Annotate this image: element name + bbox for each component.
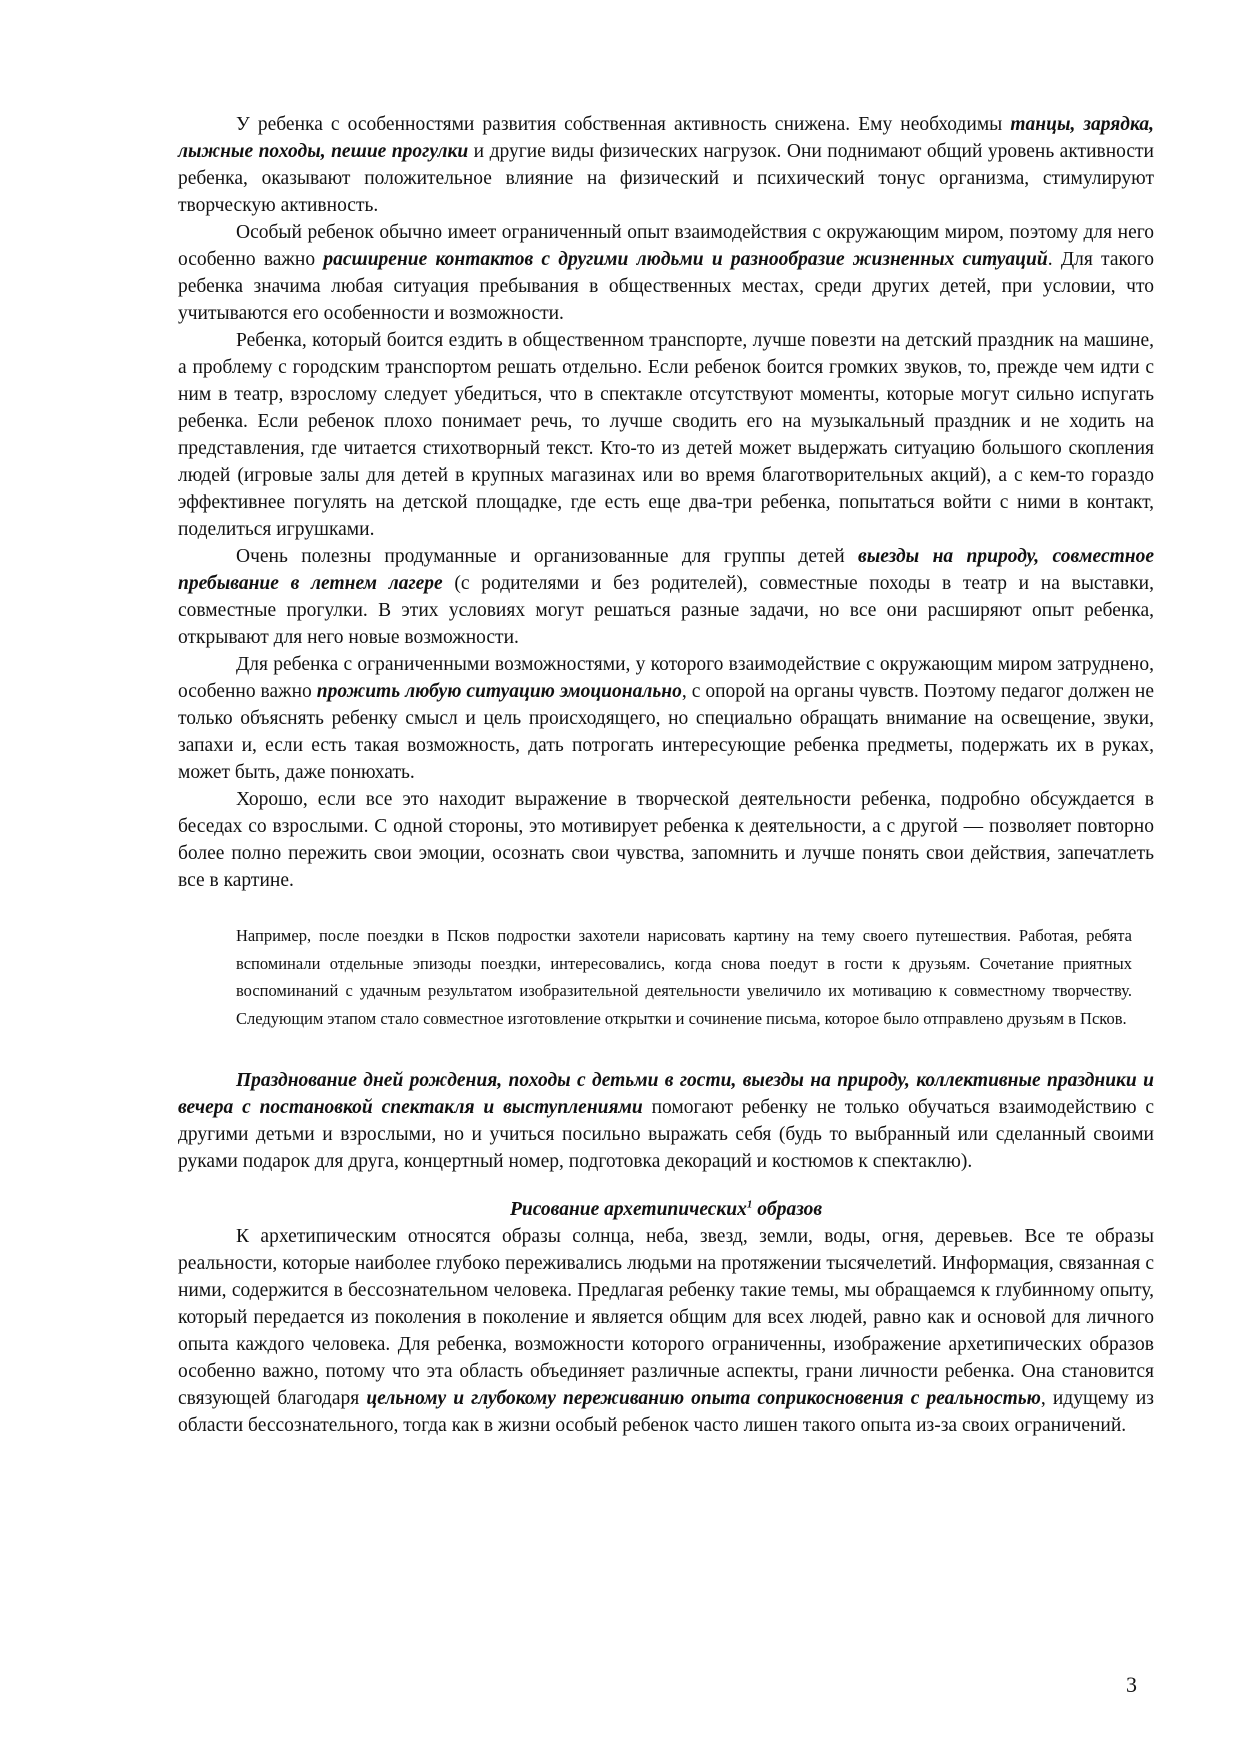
example-note-text: Например, после поездки в Псков подростки захотели нарисовать картину на тему своего путешествия. Работая, ребята вспоминали отдельные эпизоды поездки, интересовались, когда снова поедут в гости к друзьям. Сочетание приятных воспоминаний с удачным результатом изобразительной деятельности увеличило их мотивацию к совместному творчеству. Следующим этапом стало совместное изготовление открытки и сочинение письма, которое было отправлено друзьям в Псков. <box>236 926 1132 1028</box>
text-run: помогают ребенку не только обучаться взаимодействию с другими детьми и взрослыми, но и учиться посильно выражать себя (будь то выбранный или сделанный своими руками подарок для друга, концертный номер, подготовка декораций и костюмов к спектаклю). <box>178 1097 1154 1172</box>
paragraph-social-contacts <box>178 219 1154 327</box>
paragraph-creative-expression <box>178 786 1154 894</box>
text-run: и другие виды физических нагрузок. Они поднимают общий уровень активности ребенка, оказывают положительное влияние на физический и психический тонус организма, стимулируют творческую активность. <box>178 141 1154 216</box>
text-run: Ребенка, который боится ездить в общественном транспорте, лучше повезти на детский праздник на машине, а проблему с городским транспортом решать отдельно. Если ребенок боится громких звуков, то, прежде чем идти с ним в театр, взрослому следует убедиться, что в спектакле отсутствуют моменты, которые могут сильно испугать ребенка. Если ребенок плохо понимает речь, то лучше сводить его на музыкальный праздник и не ходить на представления, где читается стихотворный текст. Кто-то из детей может выдержать ситуацию большого скопления людей (игровые залы для детей в крупных магазинах или во время благотворительных акций), а с кем-то гораздо эффективнее погулять на детской площадке, где есть еще два-три ребенка, попытаться войти с ними в контакт, поделиться игрушками. <box>178 330 1154 540</box>
paragraph-emotional-experience <box>178 651 1154 786</box>
page-number: 3 <box>1126 1672 1137 1697</box>
text-run: , идущему из области бессознательного, тогда как в жизни особый ребенок часто лишен такого опыта из-за своих ограничений. <box>178 1388 1154 1436</box>
emphasis-text: прожить любую ситуацию эмоционально <box>316 681 682 702</box>
text-run: Хорошо, если все это находит выражение в творческой деятельности ребенка, подробно обсуждается в беседах со взрослыми. С одной стороны, это мотивирует ребенка к деятельности, а с другой — позволяет повторно более полно пережить свои эмоции, осознать свои чувства, запомнить и лучше понять свои действия, запечатлеть все в картине. <box>178 789 1154 891</box>
paragraph-group-trips <box>178 543 1154 651</box>
heading-text: образов <box>752 1199 823 1220</box>
heading-text: Рисование архетипических <box>509 1199 747 1220</box>
footnote-mark: 1 <box>746 1198 753 1211</box>
emphasis-text: цельному и глубокому переживанию опыта соприкосновения с реальностью <box>366 1388 1041 1409</box>
emphasis-text: выезды на природу, совместное пребывание в летнем лагере <box>178 546 1154 594</box>
emphasis-text: Празднование дней рождения, походы с детьми в гости, выезды на природу, коллективные праздники и вечера с постановкой спектакля и выступлениями <box>178 1070 1154 1118</box>
text-run: (с родителями и без родителей), совместные походы в театр и на выставки, совместные прогулки. В этих условиях могут решаться разные задачи, но все они расширяют опыт ребенка, открывают для него новые возможности. <box>178 573 1154 648</box>
text-run: . Для такого ребенка значима любая ситуация пребывания в общественных местах, среди других детей, при условии, что учитываются его особенности и возможности. <box>178 249 1154 324</box>
text-run: У ребенка с особенностями развития собственная активность снижена. Ему необходимы <box>236 114 1011 135</box>
text-run: Особый ребенок обычно имеет ограниченный опыт взаимодействия с окружающим миром, поэтому для него особенно важно <box>178 222 1154 270</box>
document-body <box>178 111 1154 1439</box>
emphasis-text: расширение контактов с другими людьми и разнообразие жизненных ситуаций <box>323 249 1048 270</box>
paragraph-celebrations <box>178 1067 1154 1175</box>
paragraph-physical-activity <box>178 111 1154 219</box>
section-heading <box>178 1196 1154 1223</box>
emphasis-text: танцы, зарядка, лыжные походы, пешие прогулки <box>178 114 1155 162</box>
paragraph-transport-example <box>178 327 1154 543</box>
text-run: Для ребенка с ограниченными возможностями, у которого взаимодействие с окружающим миром затруднено, особенно важно <box>178 654 1154 702</box>
text-run: Очень полезны продуманные и организованные для группы детей <box>236 546 858 567</box>
example-note <box>236 922 1132 1032</box>
paragraph-archetypes <box>178 1223 1154 1439</box>
text-run: К архетипическим относятся образы солнца, неба, звезд, земли, воды, огня, деревьев. Все те образы реальности, которые наиболее глубоко переживались людьми на протяжении тысячелетий. Информация, связанная с ними, содержится в бессознательном человека. Предлагая ребенку такие темы, мы обращаемся к глубинному опыту, который передается из поколения в поколение и является общим для всех людей, равно как и основой для личного опыта каждого человека. Для ребенка, возможности которого ограниченны, изображение архетипических образов особенно важно, потому что эта область объединяет различные аспекты, грани личности ребенка. Она становится связующей благодаря <box>178 1226 1154 1409</box>
text-run: , с опорой на органы чувств. Поэтому педагог должен не только объяснять ребенку смысл и цель происходящего, но специально обращать внимание на освещение, звуки, запахи и, если есть такая возможность, дать потрогать интересующие ребенка предметы, подержать их в руках, может быть, даже понюхать. <box>178 681 1154 783</box>
